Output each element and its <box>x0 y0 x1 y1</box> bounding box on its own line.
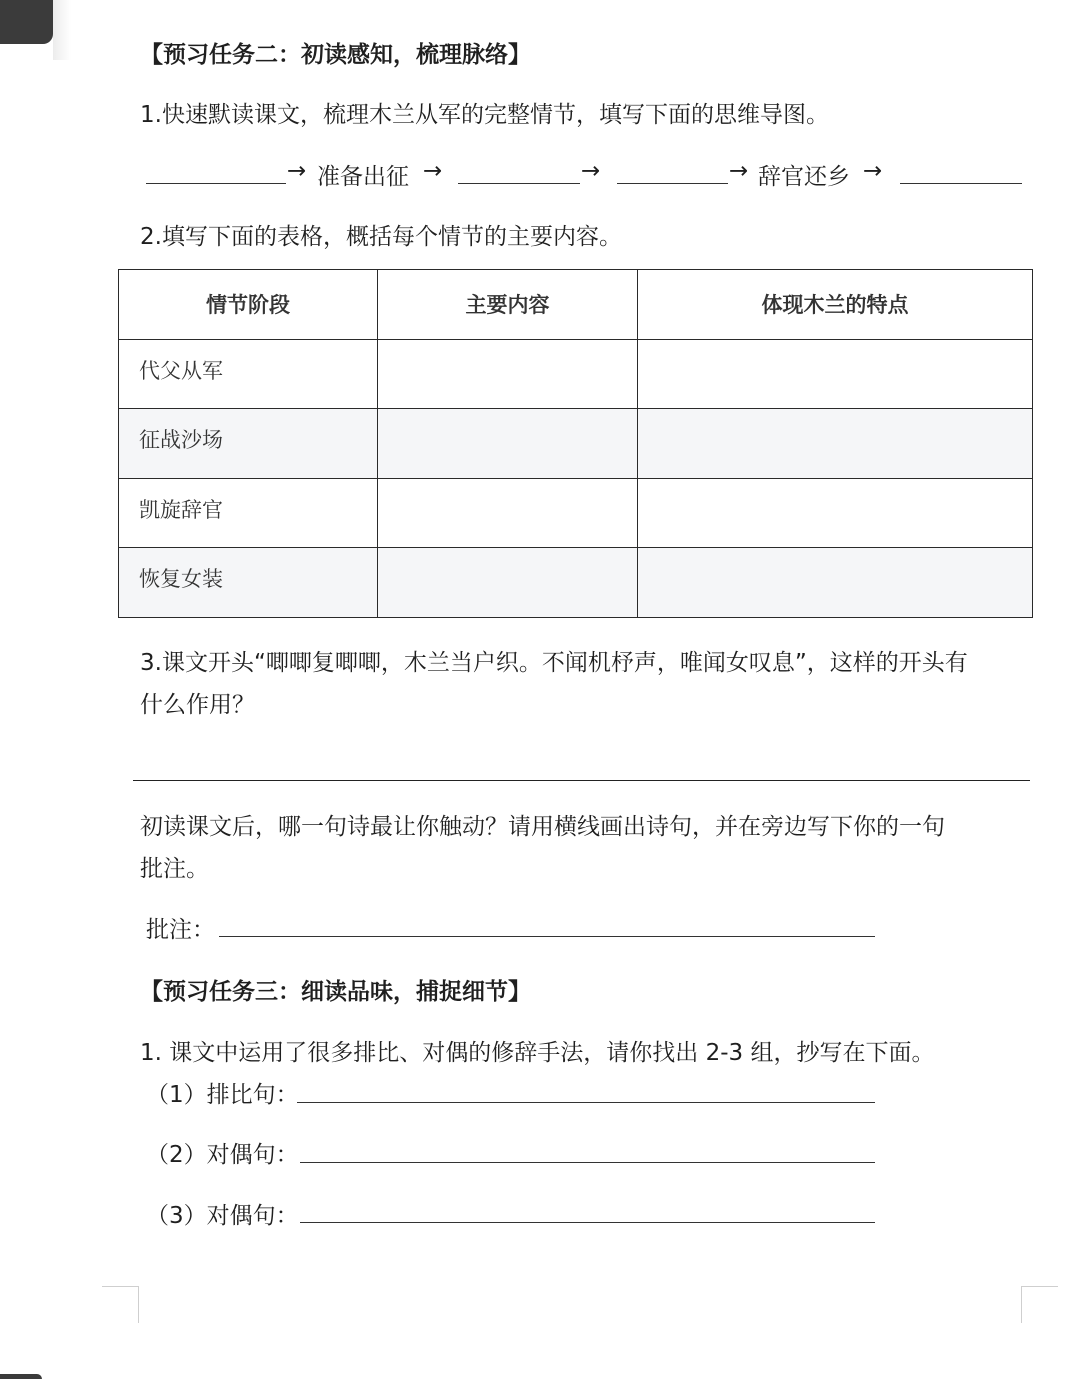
antithesis-line-1[interactable] <box>300 1162 875 1163</box>
annotation-line[interactable] <box>219 936 875 937</box>
header-trait: 体现木兰的特点 <box>638 270 1033 340</box>
table-row <box>119 548 1033 618</box>
content-cell[interactable] <box>378 409 638 479</box>
crop-mark-right <box>1021 1286 1058 1323</box>
flow-arrow-5: → <box>863 158 883 184</box>
question-2: 2.填写下面的表格，概括每个情节的主要内容。 <box>140 224 622 250</box>
stage-cell: 凯旋辞官 <box>119 478 378 548</box>
flow-step-return: 辞官还乡 <box>758 164 850 190</box>
parallelism-line[interactable] <box>297 1102 875 1103</box>
flow-arrow-3: → <box>581 158 601 184</box>
antithesis-label-2: （3）对偶句： <box>146 1203 299 1229</box>
trait-cell[interactable] <box>638 409 1033 479</box>
antithesis-label-1: （2）对偶句： <box>146 1142 299 1168</box>
answer-line-q3[interactable] <box>133 780 1030 781</box>
flow-blank-2[interactable] <box>458 183 580 184</box>
trait-cell[interactable] <box>638 478 1033 548</box>
question-4-line-1: 初读课文后，哪一句诗最让你触动？请用横线画出诗句，并在旁边写下你的一句 <box>140 814 945 840</box>
table-row <box>119 339 1033 409</box>
antithesis-line-2[interactable] <box>300 1222 875 1223</box>
flow-arrow-2: → <box>423 158 443 184</box>
table-row <box>119 409 1033 479</box>
flow-arrow-4: → <box>729 158 749 184</box>
header-stage: 情节阶段 <box>119 270 378 340</box>
plot-table <box>118 269 1033 618</box>
annotation-label: 批注： <box>146 917 215 943</box>
task2-heading: 【预习任务二：初读感知，梳理脉络】 <box>140 42 531 68</box>
content-cell[interactable] <box>378 478 638 548</box>
question-4-line-2: 批注。 <box>140 856 209 882</box>
table-header-row <box>119 270 1033 340</box>
parallelism-label: （1）排比句： <box>146 1082 299 1108</box>
stage-cell: 代父从军 <box>119 339 378 409</box>
flow-blank-3[interactable] <box>617 183 728 184</box>
crop-mark-left <box>102 1286 139 1323</box>
flow-step-prepare: 准备出征 <box>317 164 409 190</box>
stage-cell: 恢复女装 <box>119 548 378 618</box>
flow-arrow-1: → <box>287 158 307 184</box>
trait-cell[interactable] <box>638 548 1033 618</box>
trait-cell[interactable] <box>638 339 1033 409</box>
app-corner-tab <box>0 0 53 44</box>
header-content: 主要内容 <box>378 270 638 340</box>
flow-blank-4[interactable] <box>900 183 1022 184</box>
content-cell[interactable] <box>378 339 638 409</box>
question-3-line-1: 3.课文开头“唧唧复唧唧，木兰当户织。不闻机杼声，唯闻女叹息”，这样的开头有 <box>140 650 968 676</box>
task3-heading: 【预习任务三：细读品味，捕捉细节】 <box>140 979 531 1005</box>
app-corner-tab-bottom <box>0 1374 42 1379</box>
question-3-line-2: 什么作用？ <box>140 692 255 718</box>
content-cell[interactable] <box>378 548 638 618</box>
table-row <box>119 478 1033 548</box>
edge-shadow <box>53 0 71 60</box>
task3-question-1: 1. 课文中运用了很多排比、对偶的修辞手法，请你找出 2-3 组，抄写在下面。 <box>140 1040 935 1066</box>
question-1: 1.快速默读课文，梳理木兰从军的完整情节，填写下面的思维导图。 <box>140 102 829 128</box>
stage-cell: 征战沙场 <box>119 409 378 479</box>
flow-blank-1[interactable] <box>146 183 286 184</box>
